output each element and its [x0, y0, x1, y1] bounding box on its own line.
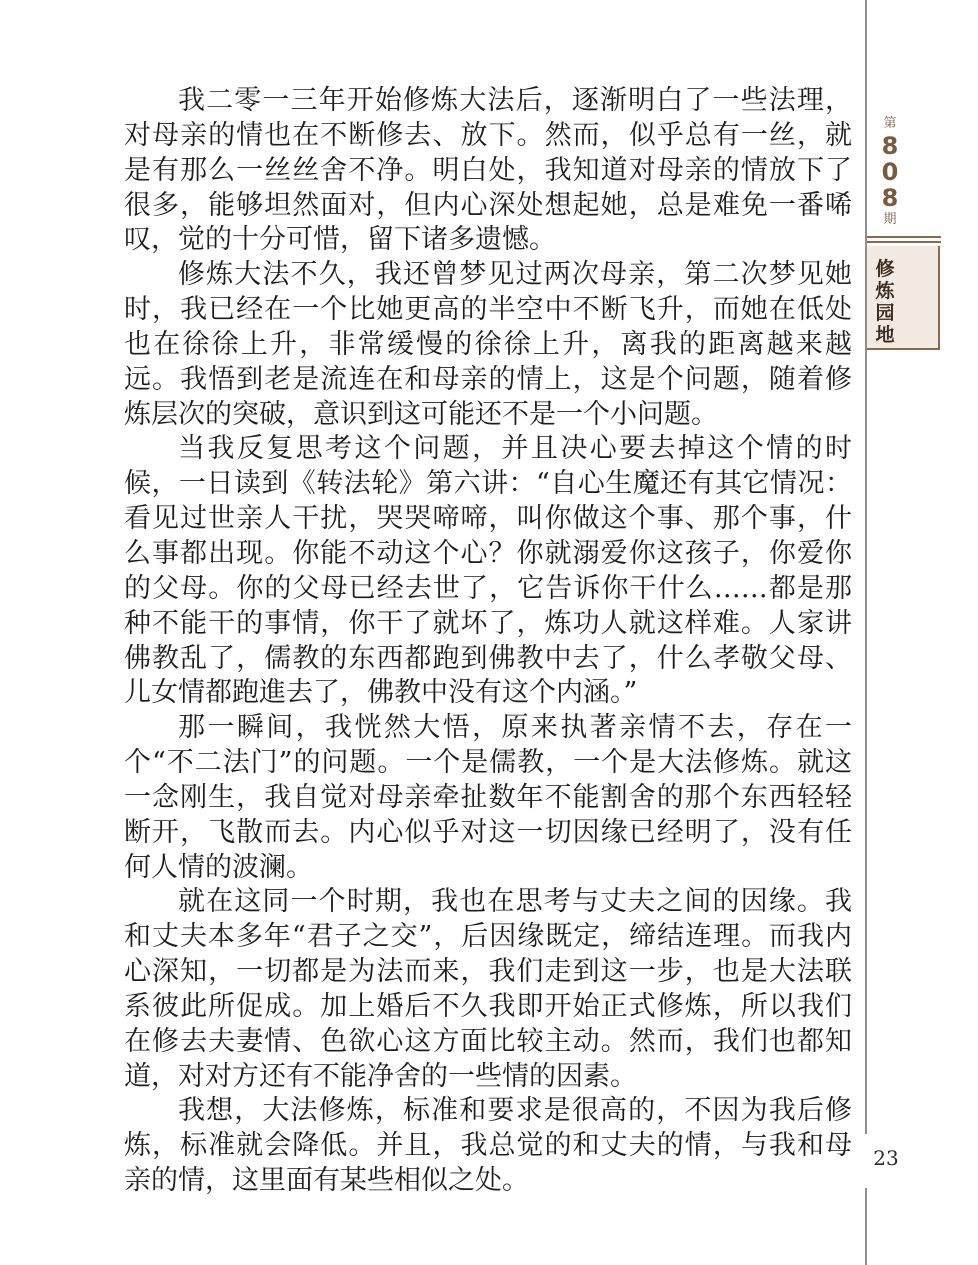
paragraph-3: 当我反复思考这个问题，并且决心要去掉这个情的时候，一日读到《转法轮》第六讲：“自心生魔还有其它情况：看见过世亲人干扰，哭哭啼啼，叫你做这个事、那个事，什么事都出现。你能不动这个心？你就溺爱你这孩子，你爱你的父母。你的父母已经去世了，它告诉你干什么……都是那种不能干的事情，你干了就坏了，炼功人就这样难。人家讲佛教乱了，儒教的东西都跑到佛教中去了，什么孝敬父母、儿女情都跑進去了，佛教中没有这个内涵。” [124, 433, 852, 709]
margin-rule-bottom [865, 1188, 867, 1265]
article-body [124, 84, 852, 1199]
paragraph-2: 修炼大法不久，我还曾梦见过两次母亲，第二次梦见她时，我已经在一个比她更高的半空中不断飞升，而她在低处也在徐徐上升，非常缓慢的徐徐上升，离我的距离越来越远。我悟到老是流连在和母亲的情上，这是个问题，随着修炼层次的突破，意识到这可能还不是一个小问题。 [124, 259, 852, 430]
paragraph-1: 我二零一三年开始修炼大法后，逐渐明白了一些法理，对母亲的情也在不断修去、放下。然而，似乎总有一丝，就是有那么一丝丝舍不净。明白处，我知道对母亲的情放下了很多，能够坦然面对，但内心深处想起她，总是难免一番唏叹，觉的十分可惜，留下诸多遗憾。 [124, 85, 852, 256]
issue-number-text: 808 [876, 132, 904, 210]
sidebar-divider [867, 236, 941, 243]
page-number: 23 [873, 1146, 899, 1170]
issue-prefix: 第 [883, 116, 897, 131]
paragraph-5: 就在这同一个时期，我也在思考与丈夫之间的因缘。我和丈夫本多年“君子之交”，后因缘既定，缔结连理。而我内心深知，一切都是为法而来，我们走到这一步，也是大法联系彼此所促成。加上婚后不久我即开始正式修炼，所以我们在修去夫妻情、色欲心这方面比较主动。然而，我们也都知道，对对方还有不能净舍的一些情的因素。 [124, 886, 852, 1092]
paragraph-4: 那一瞬间，我恍然大悟，原来执著亲情不去，存在一个“不二法门”的问题。一个是儒教，一个是大法修炼。就这一念刚生，我自觉对母亲牵扯数年不能割舍的那个东西轻轻断开，飞散而去。内心似乎对这一切因缘已经明了，没有任何人情的波澜。 [124, 712, 852, 883]
issue-tab [867, 116, 913, 234]
issue-number [867, 132, 913, 212]
section-tab [867, 246, 940, 350]
issue-suffix: 期 [883, 212, 897, 227]
section-title: 修炼园地 [875, 258, 895, 346]
paragraph-6: 我想，大法修炼，标准和要求是很高的，不因为我后修炼，标准就会降低。并且，我总觉的和丈夫的情，与我和母亲的情，这里面有某些相似之处。 [124, 1095, 852, 1197]
